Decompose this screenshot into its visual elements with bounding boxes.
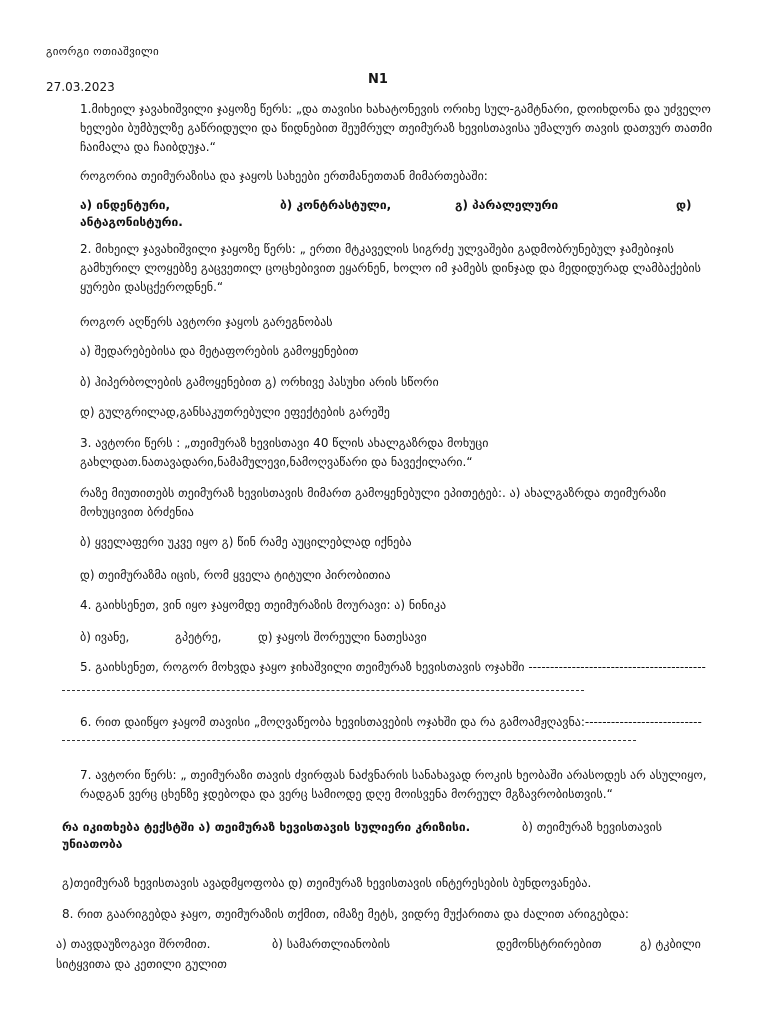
question-8-option-a: ა) თავდაუზოგავი შრომით. [56, 937, 211, 951]
question-7-option-b: ბ) თეიმურაზ ხევისთავის [522, 820, 662, 834]
question-2-text: 2. მიხეილ ჯავახიშვილი ჯაყოზე წერს: „ ერთი მტკაველის სიგრძე ულვაშები გადმობრუნებულ ჯამებიჯის გამხურილ ლოყებზე გაცვეთილ ცოცხებივით ეყარნენ, ხოლო იმ ჯამებს დინჯად და მედიდურად ლამბაქების ყურები დასცქეროდნენ.“ [80, 242, 701, 294]
question-7-option-b-cont: უნიათობა [62, 837, 123, 851]
question-6-text: 6. რით დაიწყო ჯაყომ თავისი „მოღვაწეობა ხევისთავების ოჯახში და რა გამოამჟღავნა:--------------------------- [80, 715, 702, 729]
question-1-option-d: დ) [676, 198, 692, 212]
question-3-option-d: დ) თეიმურაზმა იცის, რომ ყველა ტიტული პირობითია [80, 568, 391, 582]
question-4-option-d: დ) ჯაყოს შორეული ნათესავი [258, 630, 427, 644]
question-1-prompt: როგორია თეიმურაზისა და ჯაყოს სახეები ერთმანეთთან მიმართებაში: [80, 169, 488, 183]
question-1-text: 1.მიხეილ ჯავახიშვილი ჯაყოზე წერს: „და თავისი ხახატონევის ორიხე სულ-გამტნარი, დოიხდონა და უძველო ხელები ბუმბულზე გაწრიდული და წიდნებით შეუმრულ თეიმურაზ ხევისთავისა უმალურ თავის დათვურ თათმი ჩაიმალა და ჩაიბდუჯა.“ [80, 102, 713, 154]
question-7-text: 7. ავტორი წერს: „ თეიმურაზი თავის ძვირფას ნაძვნარის სანახავად როკის ხეობაში არასოდეს არ ასულიყო, რადგან ვერც ცხენზე ჯდებოდა და ვერც სამიოდე დღე მოისვენა მორეულ მგზავრობისთვის.“ [80, 768, 707, 801]
question-1-option-b: ბ) კონტრასტული, [280, 198, 392, 212]
question-1-option-d-cont: ანტაგონისტური. [80, 215, 183, 229]
question-2-option-d: დ) გულგრილად,განსაკუთრებული ეფექტების გარეშე [80, 405, 390, 419]
question-3-text: 3. ავტორი წერს : „თეიმურაზ ხევისთავი 40 წლის ახალგაზრდა მოხუცი გახლდათ.ნათავადარი,ნამამულევი,ნამოღვაწარი და ნავექილარი.“ [80, 436, 489, 469]
question-5-text: 5. გაიხსენეთ, როგორ მოხვდა ჯაყო ჯიხაშვილი თეიმურაზ ხევისთავის ოჯახში ----------------------------------------- [80, 660, 706, 674]
question-4-text: 4. გაიხსენეთ, ვინ იყო ჯაყომდე თეიმურაზის მოურავი: ა) ნინიკა [80, 598, 447, 612]
question-8-option-b: ბ) სამართლიანობის [272, 937, 391, 951]
question-2-prompt: როგორ აღწერს ავტორი ჯაყოს გარეგნობას [80, 315, 333, 329]
question-4-option-c: გპეტრე, [175, 630, 222, 644]
question-3-prompt: რაზე მიუთითებს თეიმურაზ ხევისთავის მიმართ გამოყენებული ეპითეტებ:. ა) ახალგაზრდა თეიმურაზი მოხუცივით ბრძენია [80, 486, 667, 519]
worksheet-number: N1 [368, 72, 388, 87]
question-8-option-c: გ) ტკბილი [640, 937, 701, 951]
question-7-options-cd: გ)თეიმურაზ ხევისთავის ავადმყოფობა დ) თეიმურაზ ხევისთავის ინტერესების ბუნდოვანება. [62, 876, 592, 890]
question-1-option-c: გ) პარალელური [455, 198, 559, 212]
question-7-prompt: რა იკითხება ტექსტში ა) თეიმურაზ ხევისთავის სულიერი კრიზისი. [62, 820, 471, 834]
question-3-option-b: ბ) ყველაფერი უკვე იყო გ) წინ რამე აუცილებლად იქნება [80, 535, 412, 549]
question-8-text: 8. რით გაარიგებდა ჯაყო, თეიმურაზის თქმით, იმაზე მეტს, ვიდრე მუქარითა და ძალით არიგებდა: [62, 907, 629, 921]
author-name: გიორგი ოთიაშვილი [46, 45, 160, 58]
question-8-option-c-cont: სიტყვითა და კეთილი გულით [56, 957, 227, 971]
answer-line [62, 690, 584, 691]
question-4-option-b: ბ) ივანე, [80, 630, 130, 644]
answer-line [62, 740, 636, 741]
question-2-option-a: ა) შედარებებისა და მეტაფორების გამოყენებით [80, 344, 359, 358]
date: 27.03.2023 [46, 80, 115, 94]
question-2-option-b: ბ) ჰიპერბოლების გამოყენებით გ) ორხივე პასუხი არის სწორი [80, 375, 439, 389]
question-8-option-b-cont: დემონსტრირებით [496, 937, 602, 951]
question-1-option-a: ა) ინდენტური, [80, 198, 171, 212]
